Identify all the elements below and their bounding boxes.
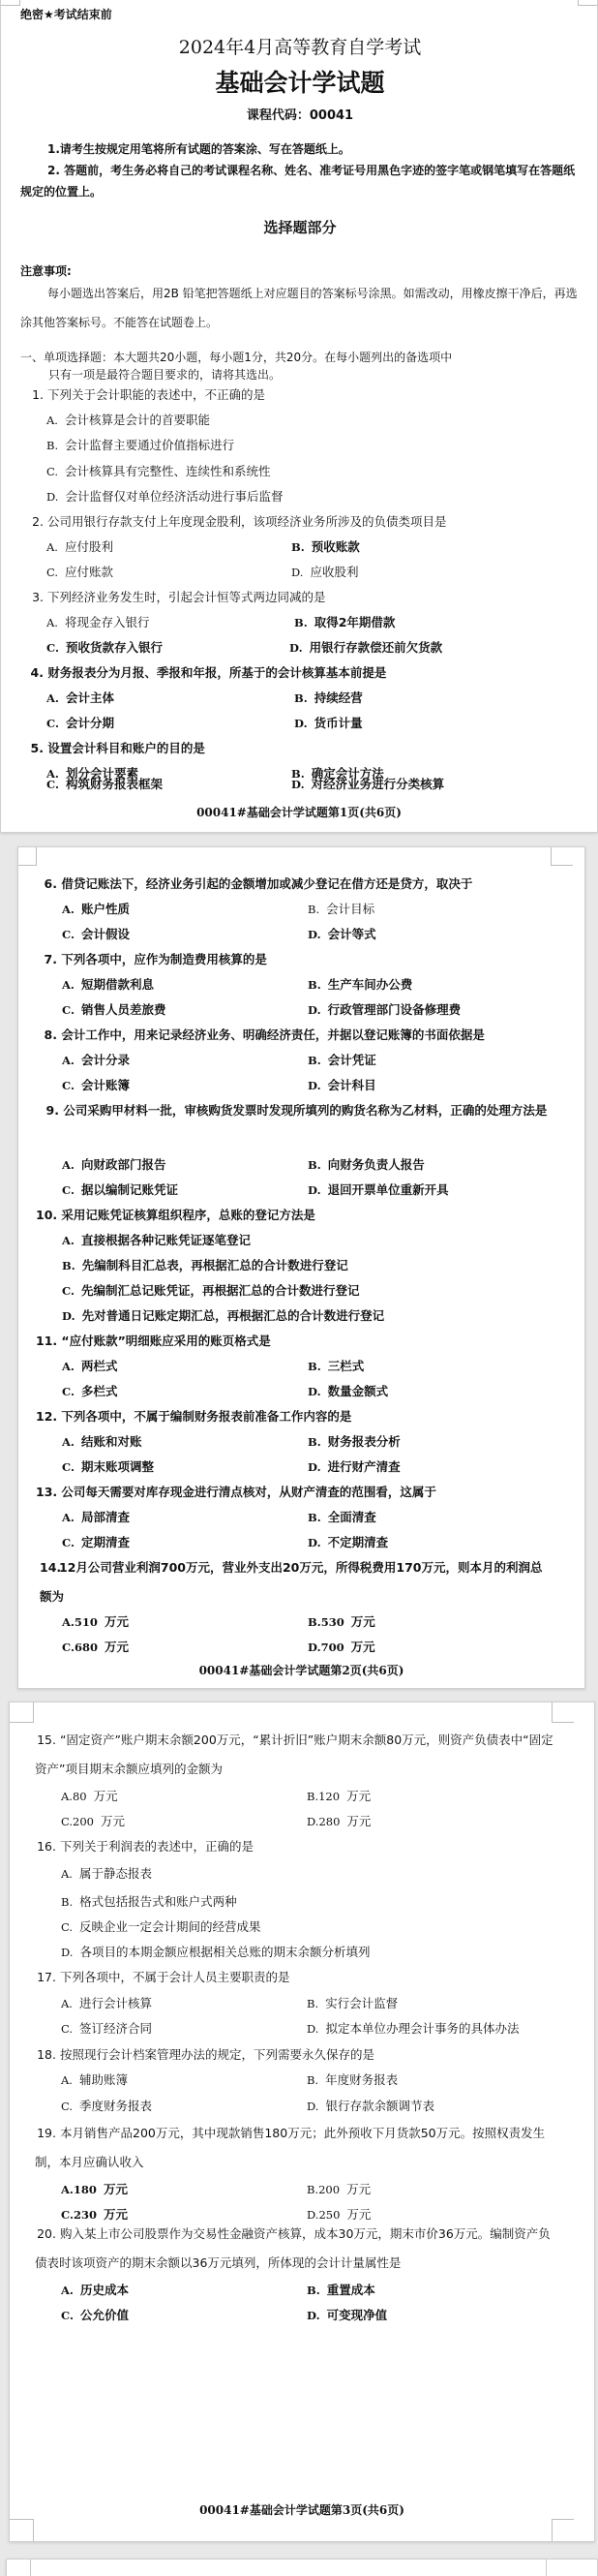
section-title: 选择题部分 [263, 219, 337, 236]
page-corner-mark [1, 0, 20, 6]
option-9a[interactable]: A. 向财政部门报告 [62, 1157, 166, 1172]
option-2c[interactable]: C. 应付账款 [46, 565, 114, 579]
option-10c[interactable]: C. 先编制汇总记账凭证，再根据汇总的合计数进行登记 [62, 1283, 360, 1298]
option-15c[interactable]: C.200 万元 [61, 1814, 126, 1828]
option-16a[interactable]: A. 属于静态报表 [61, 1866, 152, 1881]
option-10a[interactable]: A. 直接根据各种记账凭证逐笔登记 [62, 1233, 251, 1247]
option-10b[interactable]: B. 先编制科目汇总表，再根据汇总的合计数进行登记 [62, 1258, 348, 1273]
question-9: 9. 公司采购甲材料一批，审核购货发票时发现所填列的购货名称为乙材料，正确的处理方法是 [45, 1103, 548, 1118]
option-1b[interactable]: B. 会计监督主要通过价值指标进行 [46, 438, 235, 452]
question-14: 14.12月公司营业利润700万元，营业外支出20万元，所得税费用170万元，则本月的利润总额为 [40, 1560, 543, 1604]
option-4c[interactable]: C. 会计分期 [46, 716, 114, 730]
option-9d[interactable]: D. 退回开票单位重新开具 [308, 1182, 449, 1197]
notice-body: 每小题选出答案后，用2B 铅笔把答题纸上对应题目的答案标号涂黑。如需改动，用橡皮擦干净后，再选涂其他答案标号。不能答在试题卷上。 [20, 287, 578, 329]
option-2a[interactable]: A. 应付股利 [46, 539, 113, 554]
option-18a[interactable]: A. 辅助账簿 [61, 2072, 128, 2087]
option-11c[interactable]: C. 多栏式 [62, 1384, 118, 1398]
option-14c[interactable]: C.680 万元 [62, 1640, 129, 1654]
page-corner-mark [552, 2519, 574, 2541]
option-20d[interactable]: D. 可变现净值 [307, 2308, 388, 2322]
question-7: 7. 下列各项中，应作为制造费用核算的是 [44, 952, 267, 966]
option-18b[interactable]: B. 年度财务报表 [307, 2072, 399, 2087]
option-9c[interactable]: C. 据以编制记账凭证 [62, 1182, 178, 1197]
option-14d[interactable]: D.700 万元 [308, 1640, 375, 1654]
question-17: 17. 下列各项中，不属于会计人员主要职责的是 [37, 1970, 290, 1984]
option-3c[interactable]: C. 预收货款存入银行 [46, 640, 163, 655]
option-8a[interactable]: A. 会计分录 [62, 1053, 130, 1067]
option-10d[interactable]: D. 先对普通日记账定期汇总，再根据汇总的合计数进行登记 [62, 1308, 385, 1323]
option-5a[interactable]: A. 划分会计要素 [46, 766, 138, 781]
option-6b[interactable]: B. 会计目标 [308, 902, 375, 916]
question-1: 1. 下列关于会计职能的表述中，不正确的是 [32, 387, 265, 402]
question-5: 5. 设置会计科目和账户的目的是 [30, 741, 205, 755]
option-1a[interactable]: A. 会计核算是会计的首要职能 [46, 413, 210, 427]
option-12a[interactable]: A. 结账和对账 [62, 1434, 142, 1449]
option-14a[interactable]: A.510 万元 [62, 1614, 129, 1629]
question-3: 3. 下列经济业务发生时，引起会计恒等式两边同减的是 [32, 590, 326, 604]
option-13a[interactable]: A. 局部清查 [62, 1510, 130, 1524]
question-20: 20. 购入某上市公司股票作为交易性金融资产核算，成本30万元，期末市价36万元。编制资产负债表时该项资产的期末余额以36万元填列，所体现的会计计量属性是 [35, 2226, 551, 2270]
page-corner-mark [10, 1702, 34, 1723]
option-5c[interactable]: C. 构筑财务报表框架 [46, 777, 163, 791]
page-corner-mark [10, 2519, 34, 2541]
option-18d[interactable]: D. 银行存款余额调节表 [307, 2099, 434, 2113]
page-footer-3: 00041#基础会计学试题第3页(共6页) [199, 2503, 404, 2517]
option-6a[interactable]: A. 账户性质 [62, 902, 130, 916]
option-17a[interactable]: A. 进行会计核算 [61, 1996, 152, 2010]
option-8b[interactable]: B. 会计凭证 [308, 1053, 376, 1067]
question-12: 12. 下列各项中，不属于编制财务报表前准备工作内容的是 [36, 1409, 352, 1424]
option-15a[interactable]: A.80 万元 [61, 1789, 118, 1803]
option-3a[interactable]: A. 将现金存入银行 [46, 615, 150, 629]
page-margin-mark [546, 2560, 547, 2576]
document-page-2 [17, 846, 585, 1689]
option-2b[interactable]: B. 预收账款 [291, 539, 360, 554]
page-footer-1: 00041#基础会计学试题第1页(共6页) [196, 806, 402, 819]
option-13b[interactable]: B. 全面清查 [308, 1510, 376, 1524]
option-16c[interactable]: C. 反映企业一定会计期间的经营成果 [61, 1919, 261, 1934]
question-4: 4. 财务报表分为月报、季报和年报，所基于的会计核算基本前提是 [30, 665, 387, 680]
option-17c[interactable]: C. 签订经济合同 [61, 2021, 153, 2036]
option-4a[interactable]: A. 会计主体 [46, 690, 114, 705]
question-10: 10. 采用记账凭证核算组织程序，总账的登记方法是 [36, 1208, 315, 1222]
question-19: 19. 本月销售产品200万元，其中现款销售180万元；此外预收下月货款50万元。按照权责发生制，本月应确认收入 [35, 2126, 546, 2169]
option-13c[interactable]: C. 定期清查 [62, 1535, 130, 1549]
option-2d[interactable]: D. 应收股利 [291, 565, 359, 579]
document-page-4 [6, 2559, 598, 2576]
option-7a[interactable]: A. 短期借款利息 [62, 977, 154, 992]
option-19c[interactable]: C.230 万元 [61, 2207, 128, 2222]
option-12b[interactable]: B. 财务报表分析 [308, 1434, 401, 1449]
option-7b[interactable]: B. 生产车间办公费 [308, 977, 413, 992]
option-19a[interactable]: A.180 万元 [61, 2182, 128, 2196]
instruction-2: 2. 答题前，考生务必将自己的考试课程名称、姓名、准考证号用黑色字迹的签字笔或钢笔填写在答题纸规定的位置上。 [20, 164, 576, 199]
option-4b[interactable]: B. 持续经营 [294, 690, 363, 705]
course-code: 课程代码：00041 [246, 108, 354, 123]
option-12d[interactable]: D. 进行财产清查 [308, 1459, 401, 1474]
document-page-3 [9, 1702, 595, 2542]
question-8: 8. 会计工作中，用来记录经济业务、明确经济责任，并据以登记账簿的书面依据是 [44, 1027, 485, 1042]
option-15d[interactable]: D.280 万元 [307, 1814, 372, 1828]
question-15: 15. “固定资产”账户期末余额200万元，“累计折旧”账户期末余额80万元，则资产负债表中“固定资产”项目期末余额应填列的金额为 [35, 1733, 553, 1776]
question-6: 6. 借贷记账法下，经济业务引起的金额增加或减少登记在借方还是贷方，取决于 [44, 876, 473, 891]
option-7c[interactable]: C. 销售人员差旅费 [62, 1002, 166, 1017]
option-3b[interactable]: B. 取得2年期借款 [294, 615, 396, 629]
option-20a[interactable]: A. 历史成本 [61, 2283, 129, 2297]
option-13d[interactable]: D. 不定期清查 [308, 1535, 389, 1549]
option-14b[interactable]: B.530 万元 [308, 1614, 375, 1629]
option-20c[interactable]: C. 公允价值 [61, 2308, 129, 2322]
option-20b[interactable]: B. 重置成本 [307, 2283, 375, 2297]
option-7d[interactable]: D. 行政管理部门设备修理费 [308, 1002, 462, 1017]
document-page-1 [0, 0, 598, 833]
option-5d[interactable]: D. 对经济业务进行分类核算 [291, 777, 445, 791]
option-11b[interactable]: B. 三栏式 [308, 1359, 365, 1373]
option-17b[interactable]: B. 实行会计监督 [307, 1996, 399, 2010]
option-11d[interactable]: D. 数量金额式 [308, 1384, 389, 1398]
question-2: 2. 公司用银行存款支付上年度现金股利，该项经济业务所涉及的负债类项目是 [32, 514, 447, 529]
option-1c[interactable]: C. 会计核算具有完整性、连续性和系统性 [46, 464, 271, 478]
page-margin-mark [30, 2560, 31, 2576]
option-17d[interactable]: D. 拟定本单位办理会计事务的具体办法 [307, 2021, 520, 2036]
notice-label: 注意事项: [20, 264, 72, 278]
page-corner-mark [18, 847, 37, 866]
page-corner-mark [551, 847, 573, 866]
option-8c[interactable]: C. 会计账簿 [62, 1078, 130, 1092]
question-16: 16. 下列关于利润表的表述中，正确的是 [37, 1839, 254, 1854]
option-16d[interactable]: D. 各项目的本期金额应根据相关总账的期末余额分析填列 [61, 1945, 371, 1959]
option-16b[interactable]: B. 格式包括报告式和账户式两种 [61, 1894, 237, 1909]
part-heading: 一、单项选择题：本大题共20小题，每小题1分，共20分。在每小题列出的备选项中 只有一项是最符合题目要求的，请将其选出。 [20, 351, 453, 382]
option-11a[interactable]: A. 两栏式 [62, 1359, 118, 1373]
confidential-mark: 绝密★考试结束前 [20, 8, 112, 21]
option-19d[interactable]: D.250 万元 [307, 2207, 372, 2222]
option-1d[interactable]: D. 会计监督仅对单位经济活动进行事后监督 [46, 489, 284, 504]
option-6d[interactable]: D. 会计等式 [308, 927, 376, 941]
question-18: 18. 按照现行会计档案管理办法的规定，下列需要永久保存的是 [37, 2047, 374, 2062]
option-15b[interactable]: B.120 万元 [307, 1789, 372, 1803]
page-corner-mark [552, 1702, 574, 1723]
option-4d[interactable]: D. 货币计量 [294, 716, 363, 730]
option-19b[interactable]: B.200 万元 [307, 2182, 372, 2196]
exam-title: 2024年4月高等教育自学考试 [178, 37, 422, 58]
option-9b[interactable]: B. 向财务负责人报告 [308, 1157, 425, 1172]
option-18c[interactable]: C. 季度财务报表 [61, 2099, 153, 2113]
instruction-1: 1.请考生按规定用笔将所有试题的答案涂、写在答题纸上。 [47, 142, 350, 156]
page-corner-mark [578, 0, 597, 6]
page-footer-2: 00041#基础会计学试题第2页(共6页) [198, 1664, 404, 1677]
question-13: 13. 公司每天需要对库存现金进行清点核对，从财产清查的范围看，这属于 [36, 1485, 436, 1499]
option-8d[interactable]: D. 会计科目 [308, 1078, 376, 1092]
option-6c[interactable]: C. 会计假设 [62, 927, 130, 941]
option-5b[interactable]: B. 确定会计方法 [291, 766, 384, 781]
option-12c[interactable]: C. 期末账项调整 [62, 1459, 154, 1474]
question-11: 11. “应付账款”明细账应采用的账页格式是 [36, 1334, 271, 1348]
option-3d[interactable]: D. 用银行存款偿还前欠货款 [289, 640, 443, 655]
subject-title: 基础会计学试题 [215, 69, 385, 97]
